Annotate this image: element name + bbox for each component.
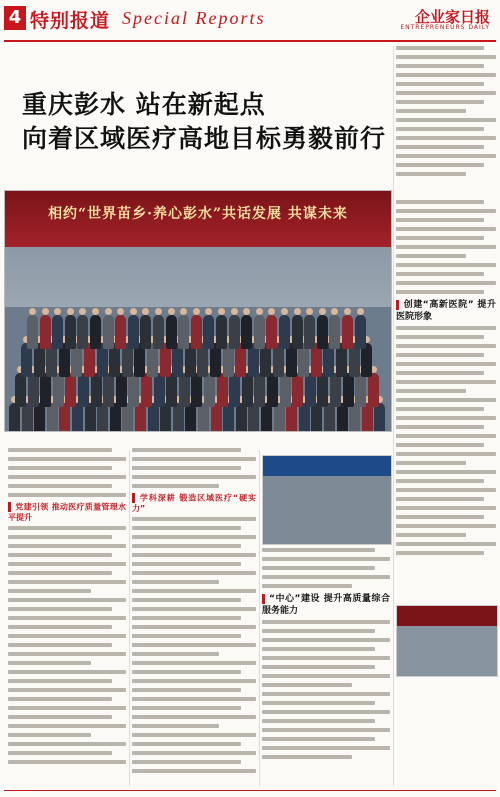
text-line [132,571,256,575]
text-line [8,457,126,461]
text-line [396,281,496,285]
person-figure [216,315,227,349]
headline-line-2: 向着区域医疗高地目标勇毅前行 [22,124,387,153]
text-line [262,728,390,732]
inset-photo-banner [397,606,497,626]
person-figure [343,373,354,407]
person-head [180,308,187,315]
person-head [243,308,250,315]
text-line [396,380,496,384]
text-line [132,661,256,665]
person-figure [211,403,222,432]
person-figure [274,403,285,432]
person-figure [115,315,126,349]
text-line [8,652,126,656]
inset-photo-banner [263,456,391,476]
inset-photo-1 [262,455,392,545]
section-title: 特别报道 [30,10,111,32]
text-line [396,524,496,528]
text-line [262,701,375,705]
photo-crowd [5,303,391,431]
text-line [8,634,126,638]
text-line [262,692,390,696]
person-figure [140,315,151,349]
person-figure [191,315,202,349]
text-line [8,493,126,497]
text-line [396,488,496,492]
person-head [294,308,301,315]
person-head [117,308,124,315]
text-line [396,371,484,375]
person-figure [34,403,45,432]
text-line [396,109,466,113]
text-line [8,535,112,539]
person-figure [128,315,139,349]
text-line [8,733,91,737]
text-line [8,562,126,566]
section-title-en: Special Reports [122,8,266,28]
text-line [396,145,484,149]
subheading-3 [262,593,390,617]
text-line [396,461,466,465]
text-line [396,91,496,95]
person-figure [59,403,70,432]
person-figure [40,315,51,349]
person-head [92,308,99,315]
person-figure [15,373,26,407]
text-line [396,209,496,213]
person-figure [65,373,76,407]
text-line [262,620,390,624]
text-line [132,751,256,755]
text-line [396,407,484,411]
text-line [396,263,496,267]
person-head [357,308,364,315]
person-head [344,308,351,315]
text-line [396,344,496,348]
text-line [8,571,112,575]
text-line [8,580,126,584]
text-line [396,236,484,240]
person-figure [355,315,366,349]
subheading-2-text: 学科深耕 锻造区域医疗“硬实力” [132,493,256,513]
text-line [132,598,241,602]
text-line [262,656,390,660]
person-figure [191,373,202,407]
photo-banner-text: 相约“世界苗乡·养心彭水”共话发展 共谋未来 [48,206,348,222]
text-line [8,670,126,674]
text-line [8,724,126,728]
person-figure [242,373,253,407]
person-figure [77,315,88,349]
article-column-4 [396,200,496,560]
person-figure [317,315,328,349]
text-line [132,484,219,488]
person-figure [135,403,146,432]
photo-stage [5,247,391,307]
column-divider [259,450,260,786]
text-line [396,326,496,330]
text-line [132,553,256,557]
person-figure [299,403,310,432]
text-line [132,544,241,548]
person-figure [305,373,316,407]
person-figure [185,403,196,432]
person-figure [337,403,348,432]
subheading-bar [262,594,265,604]
text-line [8,553,112,557]
text-line [8,607,112,611]
inset-photo-2 [396,605,498,677]
person-figure [280,373,291,407]
subheading-1 [8,502,126,523]
person-head [54,308,61,315]
person-figure [292,315,303,349]
text-line [132,607,256,611]
person-figure [154,373,165,407]
text-line [8,643,112,647]
text-line [262,683,352,687]
article-column-3 [262,548,390,764]
text-line [132,625,256,629]
text-line [132,448,241,452]
text-line [396,46,484,50]
text-line [396,254,466,258]
photo-banner [5,191,391,247]
article-column-1 [8,448,126,769]
text-line [132,580,219,584]
text-line [132,715,256,719]
text-line [132,652,219,656]
person-figure [261,403,272,432]
person-figure [241,315,252,349]
person-figure [355,373,366,407]
text-line [396,452,496,456]
person-figure [324,403,335,432]
text-line [262,737,375,741]
text-line [396,100,484,104]
text-line [132,733,256,737]
person-head [193,308,200,315]
person-figure [349,403,360,432]
person-head [205,308,212,315]
person-figure [179,373,190,407]
text-line [262,575,390,579]
person-figure [254,315,265,349]
text-line [396,542,496,546]
text-line [132,760,241,764]
person-figure [85,403,96,432]
text-line [396,506,496,510]
text-line [262,638,390,642]
text-line [396,172,466,176]
text-line [8,760,126,764]
person-figure [148,403,159,432]
person-figure [128,373,139,407]
text-line [132,616,241,620]
text-line [396,425,484,429]
text-line [132,526,241,530]
person-figure [116,373,127,407]
column-divider [129,450,130,786]
person-head [231,308,238,315]
subheading-1-text: 党建引领 推动医疗质量管理水平提升 [8,502,126,522]
text-line [8,697,112,701]
person-figure [178,315,189,349]
person-figure [198,403,209,432]
person-head [168,308,175,315]
text-line [396,470,496,474]
text-line [396,389,466,393]
person-figure [97,403,108,432]
person-figure [65,315,76,349]
text-line [8,475,126,479]
subheading-4 [396,299,496,323]
text-line [132,589,256,593]
person-figure [292,373,303,407]
person-head [331,308,338,315]
subheading-bar [132,493,135,503]
person-figure [236,403,247,432]
person-figure [22,403,33,432]
person-figure [330,373,341,407]
person-head [268,308,275,315]
person-figure [166,315,177,349]
text-line [132,457,256,461]
person-head [319,308,326,315]
text-line [8,589,91,593]
person-figure [362,403,373,432]
text-line [396,416,496,420]
person-figure [103,373,114,407]
text-line [396,335,484,339]
text-line [396,272,484,276]
text-line [132,679,256,683]
person-head [218,308,225,315]
person-figure [110,403,121,432]
text-line [132,562,241,566]
person-figure [342,315,353,349]
text-line [396,245,496,249]
header-rule [4,40,496,42]
person-figure [254,373,265,407]
text-line [8,484,112,488]
person-figure [141,373,152,407]
subheading-2 [132,493,256,514]
text-line [132,742,241,746]
person-figure [153,315,164,349]
text-line [262,647,375,651]
text-line [8,448,112,452]
text-line [132,643,256,647]
subheading-4-text: 创建“高新医院” 提升医院形象 [396,300,496,322]
text-line [262,629,375,633]
text-line [396,362,496,366]
subheading-3-text: “中心”建设 提升高质量综合服务能力 [262,594,390,616]
person-head [79,308,86,315]
text-line [396,127,484,131]
text-line [132,724,219,728]
text-line [132,517,256,521]
text-line [396,64,484,68]
person-figure [47,403,58,432]
person-head [155,308,162,315]
text-line [8,688,126,692]
text-line [396,434,496,438]
text-line [262,665,375,669]
text-line [8,598,126,602]
person-figure [204,373,215,407]
person-figure [217,373,228,407]
footer-rule [4,790,496,791]
person-figure [28,373,39,407]
person-figure [122,403,133,432]
text-line [396,290,484,294]
text-line [132,535,256,539]
person-figure [166,373,177,407]
text-line [262,755,352,759]
text-line [262,584,352,588]
text-line [396,154,496,158]
text-line [396,551,484,555]
text-line [396,533,466,537]
person-figure [374,403,385,432]
text-line [8,544,126,548]
text-line [262,746,390,750]
text-line [262,557,390,561]
text-line [262,566,375,570]
person-figure [173,403,184,432]
text-line [8,526,126,530]
person-head [281,308,288,315]
person-head [130,308,137,315]
person-figure [286,403,297,432]
article-column-2 [132,448,256,778]
newspaper-brand-en: ENTREPRENEURS DAILY [400,24,490,31]
person-figure [90,315,101,349]
person-figure [279,315,290,349]
person-head [42,308,49,315]
text-line [262,548,375,552]
column-divider [393,46,394,786]
text-line [8,715,112,719]
headline-line-1: 重庆彭水 站在新起点 [22,90,266,119]
person-figure [78,373,89,407]
text-line [396,479,484,483]
text-line [396,82,484,86]
person-figure [329,315,340,349]
subheading-bar [396,300,399,310]
group-photo [4,190,392,432]
text-line [396,398,496,402]
newspaper-brand: 企业家日报 [414,8,490,26]
text-line [396,163,484,167]
text-line [396,218,484,222]
text-line [8,742,126,746]
text-line [262,719,375,723]
person-head [67,308,74,315]
person-figure [53,373,64,407]
person-figure [52,315,63,349]
text-line [396,443,484,447]
text-line [262,710,390,714]
text-line [396,73,496,77]
person-figure [9,403,20,432]
person-head [256,308,263,315]
person-figure [304,315,315,349]
person-head [29,308,36,315]
text-line [396,497,484,501]
person-figure [203,315,214,349]
text-line [396,136,496,140]
person-figure [91,373,102,407]
text-line [396,515,484,519]
person-figure [229,315,240,349]
text-line [396,200,484,204]
person-figure [317,373,328,407]
text-line [132,769,256,773]
person-figure [267,373,278,407]
text-line [132,466,241,470]
person-head [105,308,112,315]
text-line [8,751,112,755]
text-line [8,625,112,629]
text-line [132,475,256,479]
text-line [132,706,241,710]
text-line [8,466,112,470]
person-figure [311,403,322,432]
subheading-bar [8,502,11,512]
text-line [132,634,241,638]
person-head [142,308,149,315]
person-figure [27,315,38,349]
person-figure [103,315,114,349]
text-line [8,661,91,665]
right-column-top [396,46,496,181]
person-figure [160,403,171,432]
person-figure [266,315,277,349]
text-line [8,679,112,683]
person-figure [72,403,83,432]
person-figure [248,403,259,432]
text-line [396,118,496,122]
person-head [306,308,313,315]
text-line [132,697,256,701]
page-header [0,0,500,44]
headline [22,88,452,156]
text-line [396,353,484,357]
text-line [132,688,241,692]
person-figure [229,373,240,407]
person-figure [223,403,234,432]
person-figure [368,373,379,407]
section-number: 4 [4,6,26,30]
text-line [396,55,496,59]
text-line [262,674,390,678]
text-line [8,706,126,710]
text-line [132,670,241,674]
person-figure [40,373,51,407]
text-line [396,227,496,231]
text-line [8,616,126,620]
